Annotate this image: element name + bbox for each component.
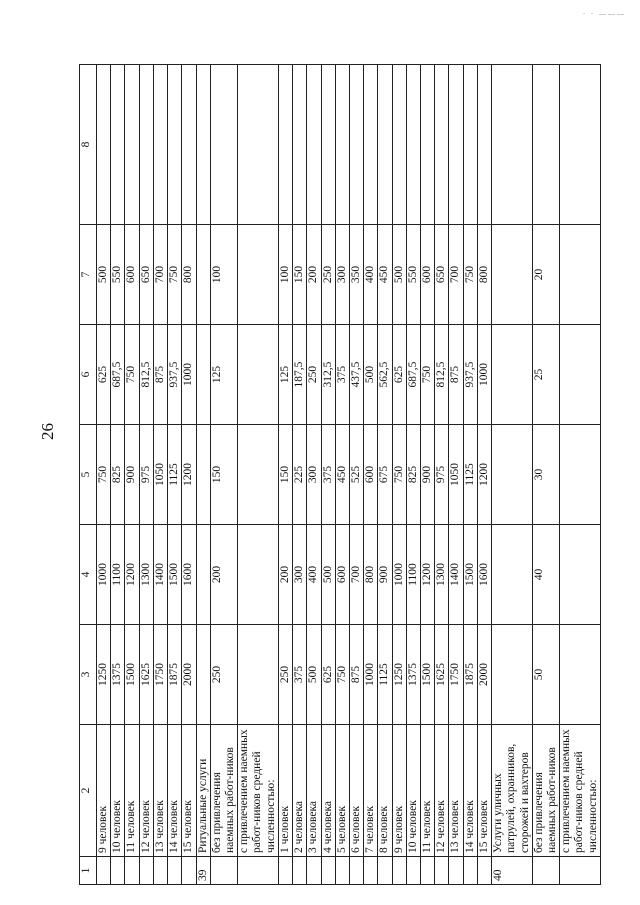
value-cell-col-8	[97, 65, 111, 225]
value-cell-col-3: 750	[335, 625, 349, 725]
row-number	[406, 857, 420, 885]
value-cell-col-7: 800	[182, 225, 196, 325]
value-cell-col-5: 825	[111, 425, 125, 525]
table-row	[406, 65, 420, 885]
row-label: 4 человека	[321, 725, 335, 857]
value-cell-col-3: 2000	[477, 625, 491, 725]
value-cell-col-7: 750	[168, 225, 182, 325]
table-row	[210, 65, 237, 885]
row-label: без привлечения наемных работ-ников	[210, 725, 237, 857]
value-cell-col-5: 675	[378, 425, 392, 525]
value-cell-col-5: 1200	[477, 425, 491, 525]
table-row	[492, 65, 533, 885]
value-cell-col-6	[196, 325, 210, 425]
value-cell-col-6: 1000	[477, 325, 491, 425]
row-label: 10 человек	[111, 725, 125, 857]
value-cell-col-4: 700	[349, 525, 363, 625]
row-label: 8 человек	[378, 725, 392, 857]
value-cell-col-6: 687,5	[406, 325, 420, 425]
value-cell-col-3	[196, 625, 210, 725]
value-cell-col-8	[293, 65, 307, 225]
value-cell-col-8	[125, 65, 139, 225]
value-cell-col-4	[560, 525, 601, 625]
value-cell-col-5: 525	[349, 425, 363, 525]
value-cell-col-3	[560, 625, 601, 725]
value-cell-col-6: 312,5	[321, 325, 335, 425]
row-number	[182, 857, 196, 885]
value-cell-col-5: 1200	[182, 425, 196, 525]
value-cell-col-7: 400	[364, 225, 378, 325]
table-row	[378, 65, 392, 885]
value-cell-col-5	[196, 425, 210, 525]
row-number	[449, 857, 463, 885]
value-cell-col-6: 437,5	[349, 325, 363, 425]
row-number: 39	[196, 857, 210, 885]
value-cell-col-7: 650	[139, 225, 153, 325]
table-row	[196, 65, 210, 885]
value-cell-col-4	[492, 525, 533, 625]
value-cell-col-3: 1500	[421, 625, 435, 725]
row-number	[293, 857, 307, 885]
value-cell-col-8	[492, 65, 533, 225]
value-cell-col-7: 550	[406, 225, 420, 325]
value-cell-col-3: 1625	[435, 625, 449, 725]
value-cell-col-3: 250	[278, 625, 292, 725]
table-row	[421, 65, 435, 885]
value-cell-col-3: 250	[210, 625, 237, 725]
row-label: без привлечения наемных работ-ников	[532, 725, 559, 857]
value-cell-col-7: 700	[153, 225, 167, 325]
table-row	[335, 65, 349, 885]
value-cell-col-4: 800	[364, 525, 378, 625]
value-cell-col-3: 1250	[97, 625, 111, 725]
value-cell-col-8	[321, 65, 335, 225]
value-cell-col-3: 1750	[449, 625, 463, 725]
table-row	[153, 65, 167, 885]
table-row	[560, 65, 601, 885]
value-cell-col-3: 1750	[153, 625, 167, 725]
value-cell-col-8	[153, 65, 167, 225]
value-cell-col-6	[238, 325, 279, 425]
value-cell-col-7: 800	[477, 225, 491, 325]
value-cell-col-5: 600	[364, 425, 378, 525]
table-row	[278, 65, 292, 885]
row-label: 12 человек	[139, 725, 153, 857]
value-cell-col-4: 1500	[463, 525, 477, 625]
row-label: 5 человек	[335, 725, 349, 857]
value-cell-col-5	[492, 425, 533, 525]
row-label: 13 человек	[153, 725, 167, 857]
table-row	[364, 65, 378, 885]
table-row	[125, 65, 139, 885]
row-number	[560, 857, 601, 885]
value-cell-col-5	[238, 425, 279, 525]
value-cell-col-3: 1375	[111, 625, 125, 725]
table-row	[321, 65, 335, 885]
value-cell-col-3: 1250	[392, 625, 406, 725]
value-cell-col-7: 550	[111, 225, 125, 325]
row-number	[335, 857, 349, 885]
value-cell-col-5: 30	[532, 425, 559, 525]
value-cell-col-8	[182, 65, 196, 225]
row-number: 40	[492, 857, 533, 885]
value-cell-col-6: 1000	[182, 325, 196, 425]
row-number	[463, 857, 477, 885]
value-cell-col-6: 875	[153, 325, 167, 425]
value-cell-col-3: 1375	[406, 625, 420, 725]
value-cell-col-4: 200	[278, 525, 292, 625]
value-cell-col-5: 1125	[463, 425, 477, 525]
value-cell-col-8	[307, 65, 321, 225]
row-label: 15 человек	[182, 725, 196, 857]
value-cell-col-4: 1300	[139, 525, 153, 625]
value-cell-col-5: 900	[421, 425, 435, 525]
row-number	[435, 857, 449, 885]
value-cell-col-7: 600	[421, 225, 435, 325]
value-cell-col-4: 1500	[168, 525, 182, 625]
value-cell-col-4: 1000	[392, 525, 406, 625]
value-cell-col-6: 500	[364, 325, 378, 425]
value-cell-col-6: 750	[125, 325, 139, 425]
value-cell-col-3	[238, 625, 279, 725]
table-row	[435, 65, 449, 885]
value-cell-col-6: 937,5	[168, 325, 182, 425]
table-row	[392, 65, 406, 885]
value-cell-col-7: 500	[392, 225, 406, 325]
value-cell-col-4: 600	[335, 525, 349, 625]
value-cell-col-6: 125	[278, 325, 292, 425]
row-number	[97, 857, 111, 885]
row-label: Услуги уличных патрулей, охранников, сторожей и вахтеров	[492, 725, 533, 857]
value-cell-col-7	[238, 225, 279, 325]
value-cell-col-5: 750	[392, 425, 406, 525]
row-number	[421, 857, 435, 885]
row-number	[364, 857, 378, 885]
value-cell-col-5: 975	[435, 425, 449, 525]
page-number: 26	[38, 423, 57, 440]
value-cell-col-6: 812,5	[139, 325, 153, 425]
value-cell-col-7: 350	[349, 225, 363, 325]
value-cell-col-8	[560, 65, 601, 225]
value-cell-col-8	[168, 65, 182, 225]
value-cell-col-4: 1100	[111, 525, 125, 625]
value-cell-col-3: 2000	[182, 625, 196, 725]
value-cell-col-5: 150	[278, 425, 292, 525]
value-cell-col-6: 562,5	[378, 325, 392, 425]
value-cell-col-4: 400	[307, 525, 321, 625]
table-row	[449, 65, 463, 885]
table-row	[477, 65, 491, 885]
column-header-3: 3	[80, 625, 97, 725]
row-number	[153, 857, 167, 885]
value-cell-col-5: 750	[97, 425, 111, 525]
table-row	[238, 65, 279, 885]
value-cell-col-8	[421, 65, 435, 225]
value-cell-col-7: 500	[97, 225, 111, 325]
value-cell-col-4: 1300	[435, 525, 449, 625]
value-cell-col-5: 450	[335, 425, 349, 525]
value-cell-col-5: 225	[293, 425, 307, 525]
corner-marks: · · ———	[582, 10, 626, 18]
value-cell-col-4: 1100	[406, 525, 420, 625]
value-cell-col-6: 250	[307, 325, 321, 425]
header-row	[80, 65, 97, 885]
value-cell-col-4	[196, 525, 210, 625]
value-cell-col-5: 1125	[168, 425, 182, 525]
value-cell-col-7: 300	[335, 225, 349, 325]
value-cell-col-4: 300	[293, 525, 307, 625]
tariff-table	[79, 64, 601, 885]
value-cell-col-3: 375	[293, 625, 307, 725]
table-row	[532, 65, 559, 885]
value-cell-col-8	[139, 65, 153, 225]
row-label: с привлечением наемных работ-ников средней численностью:	[238, 725, 279, 857]
rotated-table-wrapper	[79, 65, 601, 885]
row-number	[349, 857, 363, 885]
value-cell-col-6: 25	[532, 325, 559, 425]
value-cell-col-8	[406, 65, 420, 225]
value-cell-col-4: 1400	[449, 525, 463, 625]
value-cell-col-7: 650	[435, 225, 449, 325]
value-cell-col-5: 825	[406, 425, 420, 525]
value-cell-col-8	[364, 65, 378, 225]
value-cell-col-4	[238, 525, 279, 625]
value-cell-col-8	[278, 65, 292, 225]
row-label: 9 человек	[392, 725, 406, 857]
value-cell-col-6: 750	[421, 325, 435, 425]
value-cell-col-6: 625	[97, 325, 111, 425]
row-label: 2 человека	[293, 725, 307, 857]
value-cell-col-7: 100	[278, 225, 292, 325]
value-cell-col-4: 200	[210, 525, 237, 625]
row-label: 11 человек	[421, 725, 435, 857]
value-cell-col-8	[477, 65, 491, 225]
value-cell-col-3: 1500	[125, 625, 139, 725]
table-row	[349, 65, 363, 885]
row-number	[238, 857, 279, 885]
value-cell-col-7: 150	[293, 225, 307, 325]
row-label: Ритуальные услуги	[196, 725, 210, 857]
row-number	[321, 857, 335, 885]
value-cell-col-8	[349, 65, 363, 225]
value-cell-col-5: 975	[139, 425, 153, 525]
column-header-6: 6	[80, 325, 97, 425]
value-cell-col-8	[449, 65, 463, 225]
row-number	[111, 857, 125, 885]
value-cell-col-7: 450	[378, 225, 392, 325]
value-cell-col-8	[335, 65, 349, 225]
table-row	[463, 65, 477, 885]
value-cell-col-8	[435, 65, 449, 225]
value-cell-col-6: 937,5	[463, 325, 477, 425]
row-number	[168, 857, 182, 885]
row-number	[125, 857, 139, 885]
row-label: 7 человек	[364, 725, 378, 857]
value-cell-col-4: 1600	[182, 525, 196, 625]
table-row	[293, 65, 307, 885]
value-cell-col-6: 875	[449, 325, 463, 425]
value-cell-col-6	[492, 325, 533, 425]
value-cell-col-7	[492, 225, 533, 325]
value-cell-col-6: 812,5	[435, 325, 449, 425]
row-label: 12 человек	[435, 725, 449, 857]
column-header-2: 2	[80, 725, 97, 857]
value-cell-col-6: 125	[210, 325, 237, 425]
value-cell-col-3	[492, 625, 533, 725]
row-number	[139, 857, 153, 885]
value-cell-col-8	[378, 65, 392, 225]
value-cell-col-4: 1200	[421, 525, 435, 625]
row-number	[210, 857, 237, 885]
value-cell-col-5: 900	[125, 425, 139, 525]
value-cell-col-3: 875	[349, 625, 363, 725]
value-cell-col-7: 600	[125, 225, 139, 325]
value-cell-col-5: 150	[210, 425, 237, 525]
row-label: 14 человек	[463, 725, 477, 857]
value-cell-col-5: 1050	[449, 425, 463, 525]
row-label: 9 человек	[97, 725, 111, 857]
value-cell-col-6: 375	[335, 325, 349, 425]
value-cell-col-4: 40	[532, 525, 559, 625]
value-cell-col-8	[238, 65, 279, 225]
value-cell-col-4: 1200	[125, 525, 139, 625]
row-number	[307, 857, 321, 885]
value-cell-col-8	[210, 65, 237, 225]
column-header-5: 5	[80, 425, 97, 525]
value-cell-col-7: 200	[307, 225, 321, 325]
table-row	[139, 65, 153, 885]
row-number	[477, 857, 491, 885]
value-cell-col-7	[560, 225, 601, 325]
row-label: 6 человек	[349, 725, 363, 857]
table-row	[168, 65, 182, 885]
value-cell-col-5: 300	[307, 425, 321, 525]
value-cell-col-4: 1600	[477, 525, 491, 625]
column-header-8: 8	[80, 65, 97, 225]
value-cell-col-6: 625	[392, 325, 406, 425]
value-cell-col-7: 750	[463, 225, 477, 325]
value-cell-col-3: 50	[532, 625, 559, 725]
value-cell-col-6: 687,5	[111, 325, 125, 425]
value-cell-col-3: 1000	[364, 625, 378, 725]
value-cell-col-7	[196, 225, 210, 325]
value-cell-col-4: 900	[378, 525, 392, 625]
value-cell-col-4: 500	[321, 525, 335, 625]
row-number	[378, 857, 392, 885]
value-cell-col-4: 1000	[97, 525, 111, 625]
value-cell-col-8	[463, 65, 477, 225]
value-cell-col-3: 500	[307, 625, 321, 725]
column-header-7: 7	[80, 225, 97, 325]
value-cell-col-3: 1125	[378, 625, 392, 725]
column-header-4: 4	[80, 525, 97, 625]
value-cell-col-7: 250	[321, 225, 335, 325]
row-label: 10 человек	[406, 725, 420, 857]
value-cell-col-8	[532, 65, 559, 225]
value-cell-col-7: 100	[210, 225, 237, 325]
row-number	[392, 857, 406, 885]
value-cell-col-3: 1875	[463, 625, 477, 725]
row-label: 1 человек	[278, 725, 292, 857]
column-header-1: 1	[80, 857, 97, 885]
table-body	[97, 65, 601, 885]
value-cell-col-8	[111, 65, 125, 225]
row-label: 15 человек	[477, 725, 491, 857]
value-cell-col-3: 1625	[139, 625, 153, 725]
table-row	[307, 65, 321, 885]
value-cell-col-4: 1400	[153, 525, 167, 625]
value-cell-col-5	[560, 425, 601, 525]
value-cell-col-3: 625	[321, 625, 335, 725]
table-row	[182, 65, 196, 885]
row-label: 3 человека	[307, 725, 321, 857]
row-label: 14 человек	[168, 725, 182, 857]
row-label: 13 человек	[449, 725, 463, 857]
value-cell-col-7: 700	[449, 225, 463, 325]
row-number	[532, 857, 559, 885]
row-label: с привлечением наемных работ-ников средней численностью:	[560, 725, 601, 857]
value-cell-col-5: 1050	[153, 425, 167, 525]
value-cell-col-6: 187,5	[293, 325, 307, 425]
value-cell-col-5: 375	[321, 425, 335, 525]
value-cell-col-8	[392, 65, 406, 225]
value-cell-col-3: 1875	[168, 625, 182, 725]
value-cell-col-7: 20	[532, 225, 559, 325]
table-row	[111, 65, 125, 885]
value-cell-col-6	[560, 325, 601, 425]
row-number	[278, 857, 292, 885]
row-label: 11 человек	[125, 725, 139, 857]
table-row	[97, 65, 111, 885]
value-cell-col-8	[196, 65, 210, 225]
